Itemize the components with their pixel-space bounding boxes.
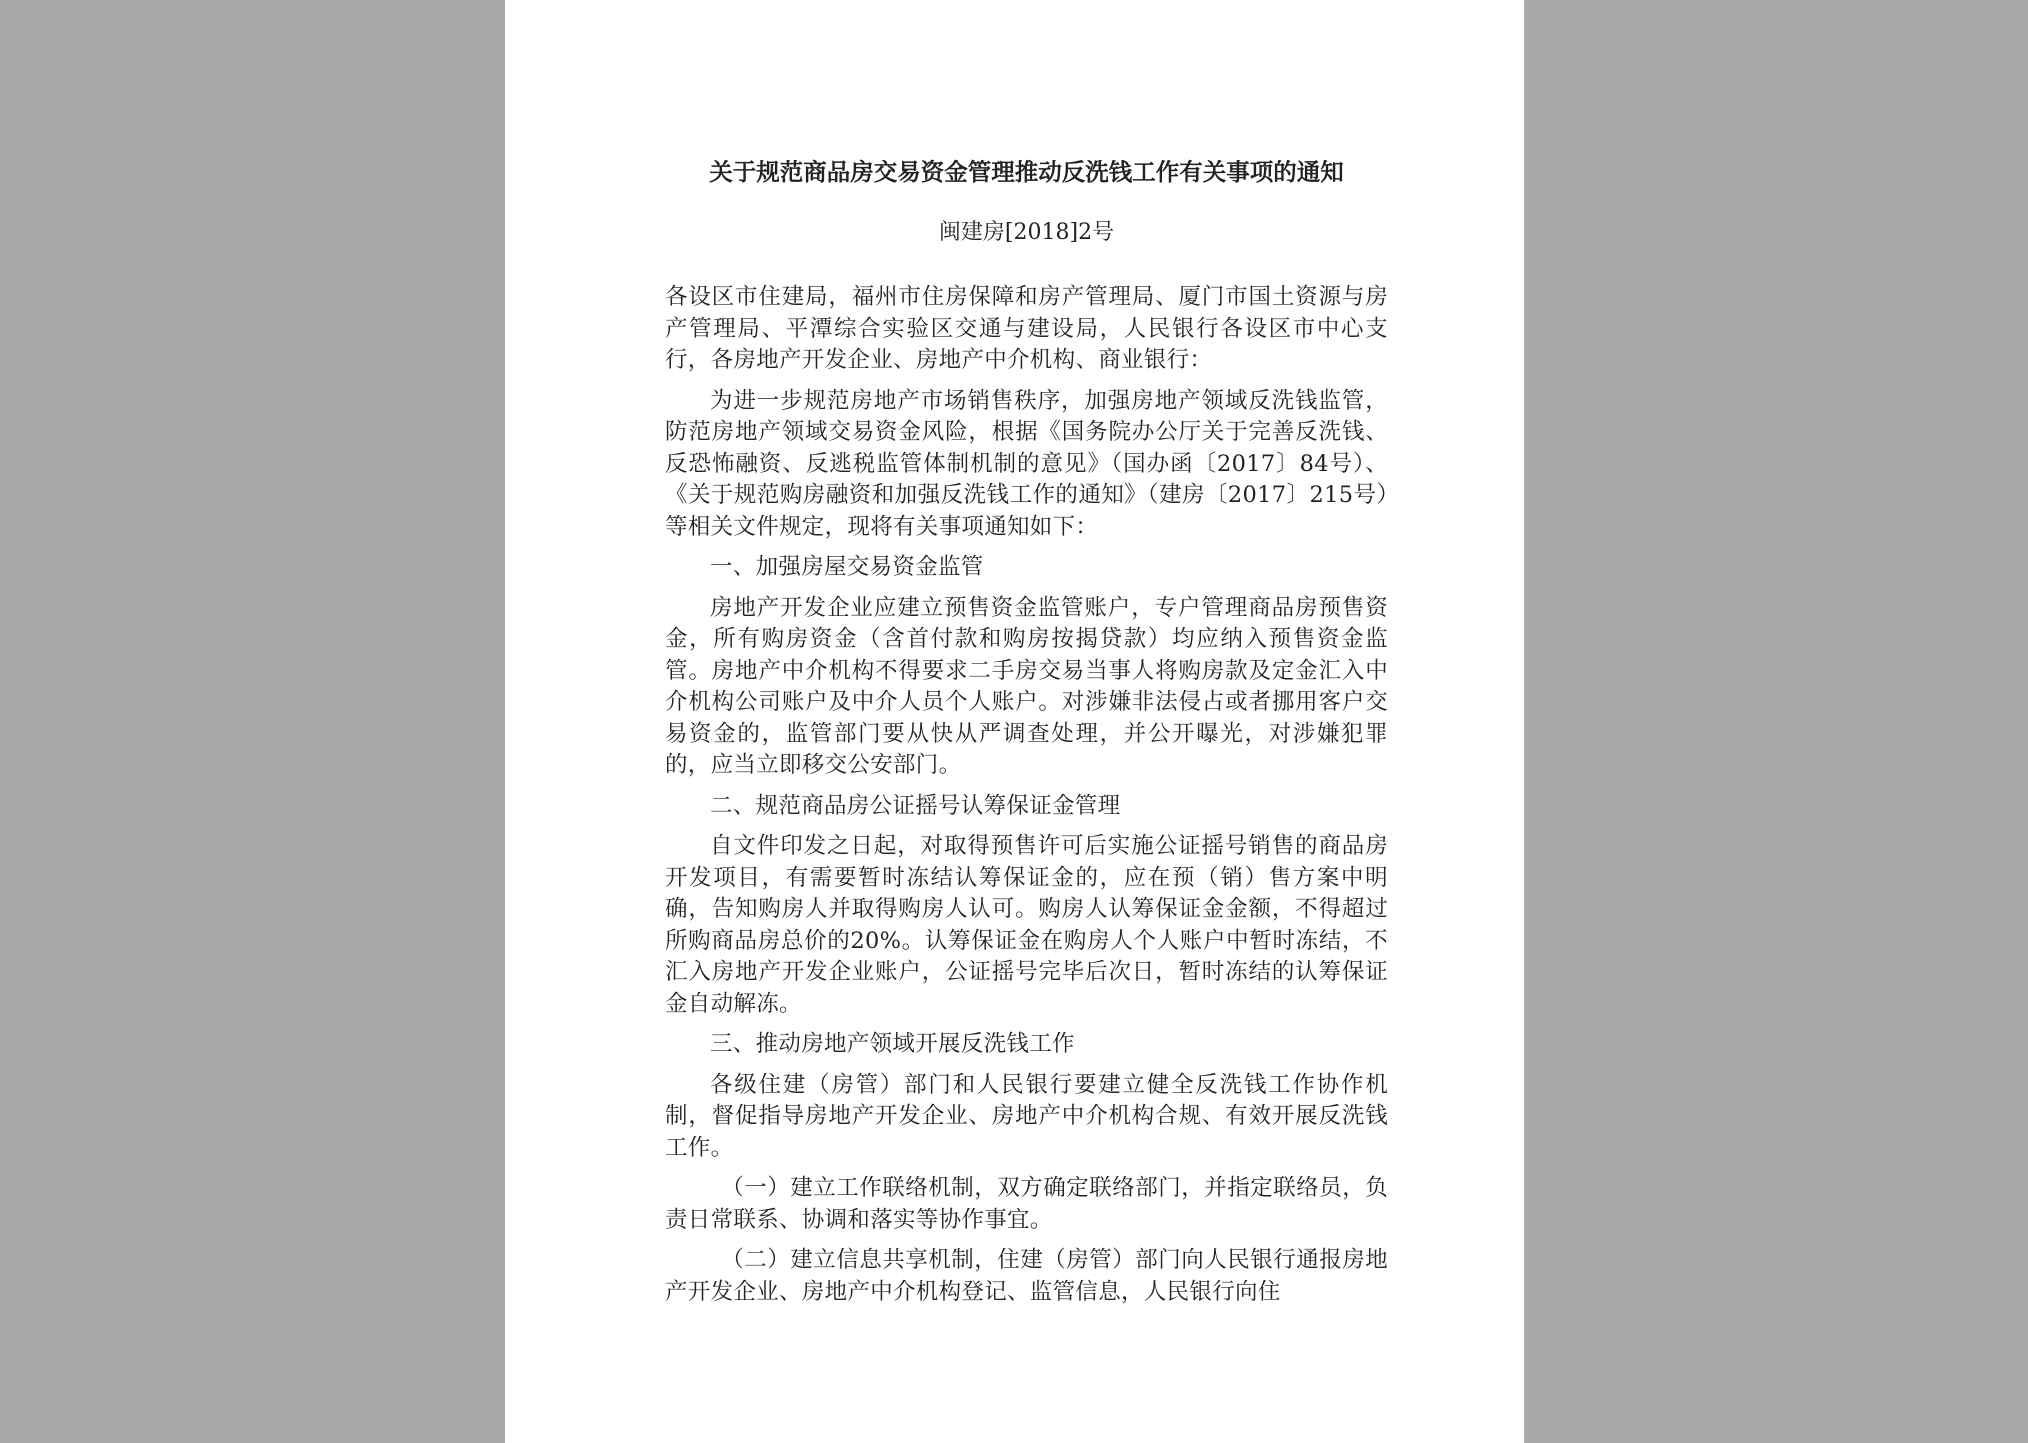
document-page — [505, 0, 1524, 1443]
section-1-body: 房地产开发企业应建立预售资金监管账户，专户管理商品房预售资金，所有购房资金（含首付款和购房按揭贷款）均应纳入预售资金监管。房地产中介机构不得要求二手房交易当事人将购房款及定金汇入中介机构公司账户及中介人员个人账户。对涉嫌非法侵占或者挪用客户交易资金的，监管部门要从快从严调查处理，并公开曝光，对涉嫌犯罪的，应当立即移交公安部门。 — [665, 594, 1388, 778]
section-2-body: 自文件印发之日起，对取得预售许可后实施公证摇号销售的商品房开发项目，有需要暂时冻结认筹保证金的，应在预（销）售方案中明确，告知购房人并取得购房人认可。购房人认筹保证金金额，不得超过所购商品房总价的20%。认筹保证金在购房人个人账户中暂时冻结，不汇入房地产开发企业账户，公证摇号完毕后次日，暂时冻结的认筹保证金自动解冻。 — [665, 833, 1388, 1017]
section-1-heading: 一、加强房屋交易资金监管 — [710, 554, 984, 580]
section-2-heading: 二、规范商品房公证摇号认筹保证金管理 — [710, 792, 1121, 819]
document-body — [665, 282, 1388, 1308]
page-content — [665, 152, 1388, 1317]
document-title: 关于规范商品房交易资金管理推动反洗钱工作有关事项的通知 — [709, 158, 1344, 186]
section-3-body: 各级住建（房管）部门和人民银行要建立健全反洗钱工作协作机制，督促指导房地产开发企业、房地产中介机构合规、有效开展反洗钱工作。 — [665, 1071, 1388, 1161]
addressee-paragraph: 各设区市住建局，福州市住房保障和房产管理局、厦门市国土资源与房产管理局、平潭综合实验区交通与建设局，人民银行各设区市中心支行，各房地产开发企业、房地产中介机构、商业银行： — [665, 284, 1388, 373]
section-3-item-1: （一）建立工作联络机制，双方确定联络部门，并指定联络员，负责日常联系、协调和落实等协作事宜。 — [665, 1175, 1388, 1233]
section-3-item-2: （二）建立信息共享机制，住建（房管）部门向人民银行通报房地产开发企业、房地产中介机构登记、监管信息，人民银行向住 — [665, 1247, 1388, 1305]
section-3-heading: 三、推动房地产领域开展反洗钱工作 — [710, 1031, 1075, 1057]
intro-paragraph: 为进一步规范房地产市场销售秩序，加强房地产领域反洗钱监管，防范房地产领域交易资金风险，根据《国务院办公厅关于完善反洗钱、反恐怖融资、反逃税监管体制机制的意见》（国办函〔2017〕84号）、《关于规范购房融资和加强反洗钱工作的通知》（建房〔2017〕215号）等相关文件规定，现将有关事项通知如下： — [665, 387, 1388, 540]
document-number: 闽建房[2018]2号 — [938, 220, 1115, 245]
